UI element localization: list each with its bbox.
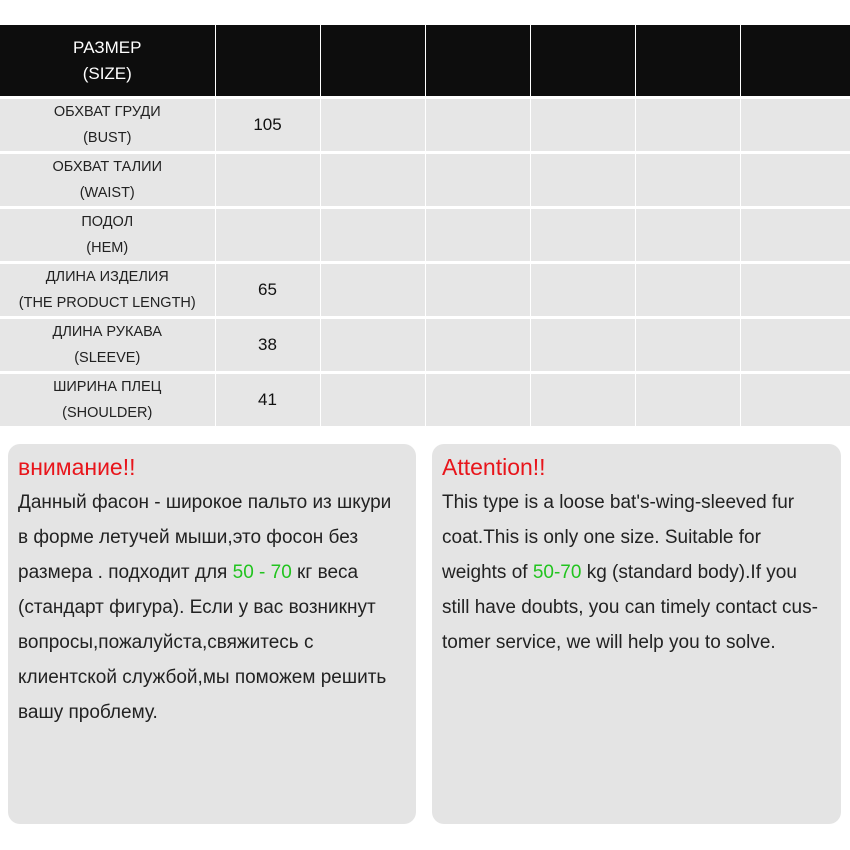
notice-russian <box>8 444 416 824</box>
measurement-label-ru: ПОДОЛ <box>81 214 134 230</box>
notice-text: размера . подходит для <box>18 562 233 583</box>
size-header-label-ru: РАЗМЕР <box>73 37 142 57</box>
size-header-cell <box>635 25 740 98</box>
notice-line <box>16 555 416 590</box>
notice-text: tomer service, we will help you to solve. <box>442 632 776 653</box>
measurement-value <box>425 318 530 373</box>
measurement-value <box>320 318 425 373</box>
notice-text: Данный фасон - широкое пальто из шкури <box>18 492 392 513</box>
measurement-value <box>740 373 850 427</box>
measurement-value: 65 <box>215 263 320 318</box>
table-row <box>0 208 850 263</box>
notice-line <box>440 590 841 625</box>
notice-text: вашу проблему. <box>18 702 158 723</box>
measurement-value <box>215 153 320 208</box>
measurement-label <box>0 318 215 373</box>
notice-text: This type is a loose bat's-wing-sleeved fur <box>442 492 795 513</box>
weight-range-highlight: 50 - 70 <box>232 562 292 583</box>
notice-line <box>440 485 841 520</box>
notice-line <box>440 555 841 590</box>
measurement-label-en: (HEM) <box>86 240 129 256</box>
measurement-value <box>425 208 530 263</box>
measurement-label <box>0 373 215 427</box>
notice-ru-title: внимание!! <box>18 454 136 480</box>
notice-text: still have doubts, you can timely contact cus- <box>442 597 818 618</box>
notice-line <box>16 660 416 695</box>
measurement-label-en: (BUST) <box>83 130 132 146</box>
notice-text: weights of <box>442 562 533 583</box>
measurement-label-ru: ШИРИНА ПЛЕЦ <box>53 379 162 395</box>
notice-english <box>432 444 841 824</box>
measurement-label-en: (WAIST) <box>79 185 135 201</box>
measurement-label <box>0 98 215 153</box>
notice-text: coat.This is only one size. Suitable for <box>442 527 761 548</box>
measurement-label <box>0 208 215 263</box>
notice-text: кг веса <box>291 562 359 583</box>
size-table-header <box>0 25 850 98</box>
measurement-value: 41 <box>215 373 320 427</box>
size-header-label <box>0 25 215 98</box>
measurement-label-en: (SLEEVE) <box>74 350 141 366</box>
table-row <box>0 318 850 373</box>
measurement-value <box>425 263 530 318</box>
measurement-value <box>635 373 740 427</box>
notice-text: в форме летучей мыши,это фосон без <box>18 527 359 548</box>
measurement-value <box>320 263 425 318</box>
notice-line <box>16 625 416 660</box>
measurement-value <box>530 263 635 318</box>
measurement-value <box>740 318 850 373</box>
notice-line <box>16 695 416 730</box>
size-table <box>0 25 850 426</box>
measurement-value <box>320 153 425 208</box>
notice-line <box>440 625 841 660</box>
notice-en-body <box>440 485 841 660</box>
measurement-label-ru: ОБХВАТ ТАЛИИ <box>52 159 162 175</box>
weight-range-highlight: 50-70 <box>532 562 582 583</box>
notice-text: вопросы,пожалуйста,свяжитесь с <box>18 632 314 653</box>
measurement-value: 105 <box>215 98 320 153</box>
size-header-cell <box>740 25 850 98</box>
measurement-value <box>740 153 850 208</box>
size-header-cell <box>320 25 425 98</box>
measurement-value <box>635 153 740 208</box>
table-row <box>0 263 850 318</box>
notice-text: клиентской службой,мы поможем решить <box>18 667 387 688</box>
measurement-value <box>635 318 740 373</box>
measurement-value <box>635 98 740 153</box>
measurement-value: 38 <box>215 318 320 373</box>
notice-text: (стандарт фигура). Если у вас возникнут <box>18 597 376 618</box>
table-row <box>0 373 850 427</box>
notice-line <box>16 520 416 555</box>
measurement-value <box>425 153 530 208</box>
measurement-label <box>0 263 215 318</box>
measurement-value <box>320 98 425 153</box>
measurement-value <box>740 98 850 153</box>
measurement-value <box>215 208 320 263</box>
notice-line <box>440 520 841 555</box>
table-row <box>0 153 850 208</box>
measurement-label-en: (SHOULDER) <box>62 405 153 421</box>
measurement-label-en: (THE PRODUCT LENGTH) <box>18 295 196 311</box>
notice-en-title: Attention!! <box>442 454 546 480</box>
notice-line <box>16 590 416 625</box>
measurement-value <box>320 208 425 263</box>
table-row <box>0 98 850 153</box>
measurement-label-ru: ДЛИНА РУКАВА <box>52 324 162 340</box>
measurement-value <box>320 373 425 427</box>
measurement-value <box>530 153 635 208</box>
measurement-label-ru: ДЛИНА ИЗДЕЛИЯ <box>45 269 169 285</box>
measurement-value <box>530 208 635 263</box>
notice-ru-body <box>16 485 416 730</box>
notice-text: kg (standard body).If you <box>581 562 797 583</box>
measurement-label-ru: ОБХВАТ ГРУДИ <box>53 104 161 120</box>
measurement-value <box>740 263 850 318</box>
size-header-label-en: (SIZE) <box>82 63 132 83</box>
measurement-value <box>425 98 530 153</box>
measurement-value <box>635 263 740 318</box>
notice-line <box>16 485 416 520</box>
measurement-value <box>425 373 530 427</box>
size-header-cell <box>215 25 320 98</box>
measurement-value <box>530 318 635 373</box>
measurement-value <box>740 208 850 263</box>
size-header-cell <box>425 25 530 98</box>
measurement-label <box>0 153 215 208</box>
size-header-cell <box>530 25 635 98</box>
measurement-value <box>635 208 740 263</box>
measurement-value <box>530 98 635 153</box>
measurement-value <box>530 373 635 427</box>
